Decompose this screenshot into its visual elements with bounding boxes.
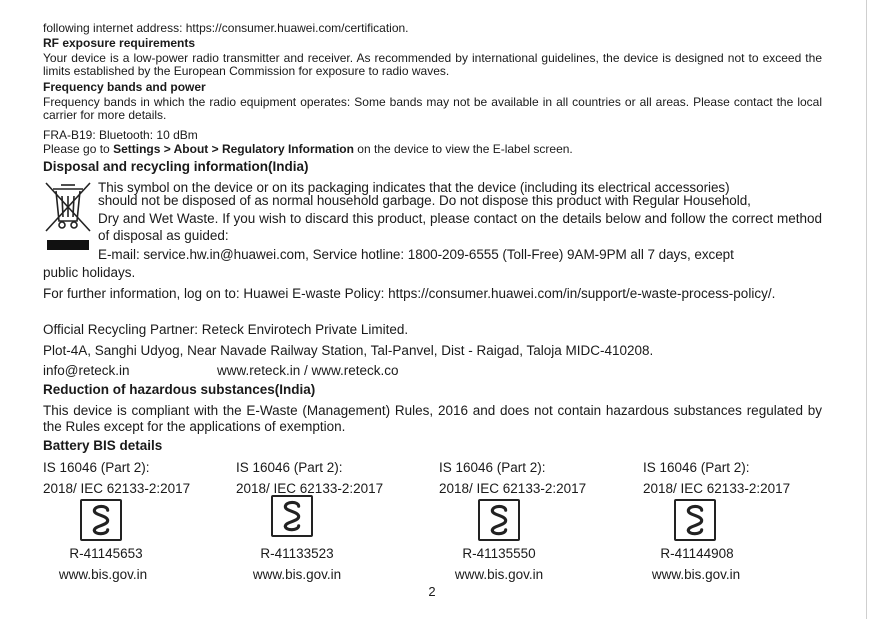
page-number: 2 [428,584,436,599]
freq-model-line: FRA-B19: Bluetooth: 10 dBm [43,128,198,142]
further-info: For further information, log on to: Huawei E-waste Policy: https://consumer.huawei.com/in/support/e-waste-process-policy/. [43,286,776,301]
bis-standard-mark-icon [80,499,122,541]
partner-email: info@reteck.in [43,363,130,378]
bis-std-line2: 2018/ IEC 62133-2:2017 [236,481,384,496]
bis-std-line2: 2018/ IEC 62133-2:2017 [643,481,791,496]
goto-prefix: Please go to [43,142,114,156]
bis-registration-number: R-41144908 [660,546,734,561]
symbol-rest: Dry and Wet Waste. If you wish to discard this product, please contact on the details below and follow the correct method of disposal as guided: [98,211,822,243]
goto-suffix: on the device to view the E-label screen. [353,142,573,156]
bis-std-line2: 2018/ IEC 62133-2:2017 [439,481,587,496]
goto-path: Settings > About > Regulatory Information [113,142,354,156]
symbol-line-2: should not be disposed of as normal household garbage. Do not dispose this product with Regular Household, [98,193,751,208]
weee-bar-mark [47,240,89,250]
page-edge-line [866,0,867,619]
disposal-heading: Disposal and recycling information(India) [43,159,309,174]
weee-bin-icon [44,181,92,233]
freq-body: Frequency bands in which the radio equipment operates: Some bands may not be available in all countries or all areas. Please contact the local carrier for more details. [43,95,822,122]
bis-standard-mark-icon [674,499,716,541]
partner-website: www.reteck.in / www.reteck.co [217,363,399,378]
hazard-heading: Reduction of hazardous substances(India) [43,382,316,397]
bis-std-line1: IS 16046 (Part 2): [643,460,750,475]
partner-address: Plot-4A, Sanghi Udyog, Near Navade Railway Station, Tal-Panvel, Dist - Raigad, Taloja MIDC-410208. [43,343,654,358]
recycling-partner: Official Recycling Partner: Reteck Envirotech Private Limited. [43,322,409,337]
bis-registration-number: R-41133523 [260,546,334,561]
bis-std-line1: IS 16046 (Part 2): [43,460,150,475]
email-line: E-mail: service.hw.in@huawei.com, Service hotline: 1800-209-6555 (Toll-Free) 9AM-9PM all 7 days, except [98,247,734,262]
freq-goto-line [43,143,822,156]
rf-heading: RF exposure requirements [43,36,196,50]
hazard-body: This device is compliant with the E-Waste (Management) Rules, 2016 and does not contain hazardous substances regulated by the Rules except for the applications of exemption. [43,403,822,434]
bis-registration-number: R-41145653 [69,546,143,561]
email-continuation: public holidays. [43,265,136,280]
rf-body: Your device is a low-power radio transmitter and receiver. As recommended by international guidelines, the device is designed not to exceed the limits established by the European Commission for exposure to radio waves. [43,51,822,78]
battery-heading: Battery BIS details [43,438,163,453]
bis-std-line1: IS 16046 (Part 2): [236,460,343,475]
symbol-line-1: This symbol on the device or on its packaging indicates that the device (including its electrical accessories) [98,180,730,195]
freq-heading: Frequency bands and power [43,80,206,94]
bis-standard-mark-icon [478,499,520,541]
bis-std-line1: IS 16046 (Part 2): [439,460,546,475]
bis-std-line2: 2018/ IEC 62133-2:2017 [43,481,191,496]
bis-website: www.bis.gov.in [58,567,148,582]
bis-website: www.bis.gov.in [454,567,544,582]
certification-line: following internet address: https://consumer.huawei.com/certification. [43,21,409,35]
bis-website: www.bis.gov.in [252,567,342,582]
bis-standard-mark-icon [271,495,313,537]
bis-registration-number: R-41135550 [462,546,536,561]
bis-website: www.bis.gov.in [651,567,741,582]
